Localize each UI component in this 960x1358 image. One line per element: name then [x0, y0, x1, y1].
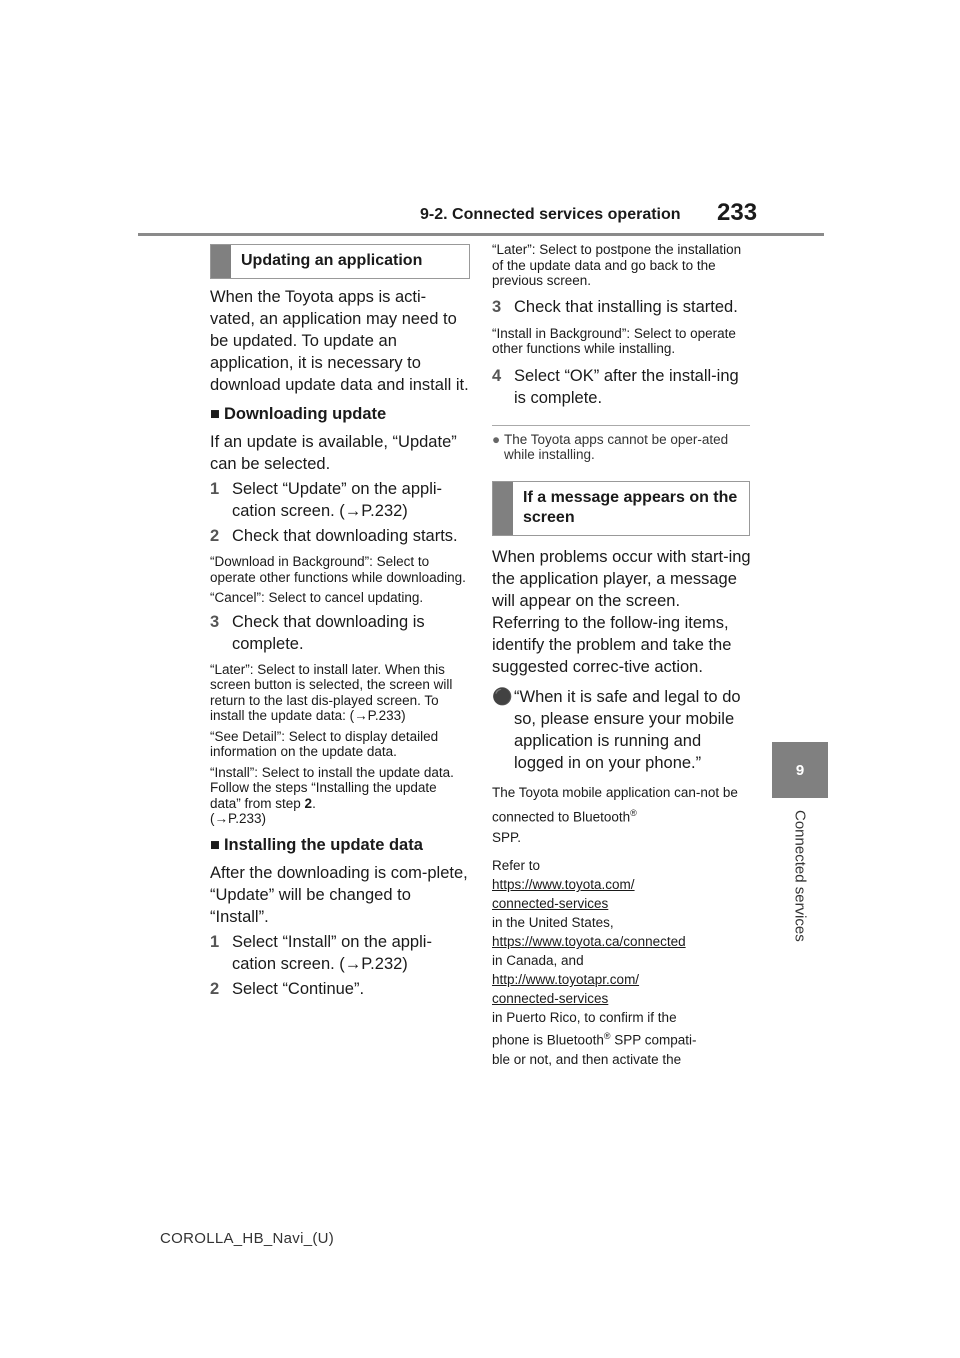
step-2	[210, 525, 470, 547]
section-heading-updating	[210, 244, 470, 279]
refer-text: Refer to	[492, 858, 541, 873]
intro-paragraph: When the Toyota apps is acti-vated, an application may need to be updated. To update an application, it is necessary to download update data and install it.	[210, 288, 469, 394]
dot-bullet-icon: ●	[492, 431, 501, 447]
last-line-text: ble or not, and then activate the	[492, 1051, 682, 1067]
note-install	[210, 765, 470, 827]
square-bullet-icon: ■	[210, 835, 220, 854]
in-us-text: in the United States,	[492, 915, 614, 930]
step-text: Check that downloading starts.	[232, 527, 458, 545]
mobile-note-spp: SPP.	[492, 830, 522, 845]
step-text: Select “Install” on the appli-cation screen. (→P.232)	[232, 932, 432, 973]
refer-block	[492, 856, 752, 1069]
registered-mark: ®	[603, 1031, 611, 1041]
phone-text-b: SPP compati-	[610, 1032, 697, 1048]
chapter-number: 9	[795, 761, 805, 779]
subheading-text: Installing the update data	[223, 835, 423, 854]
chapter-tab	[772, 742, 828, 798]
note-install-period: .	[312, 795, 316, 811]
heading-bar	[493, 482, 513, 535]
note-later: “Later”: Select to install later. When this screen button is selected, the screen will return to the last dis-played screen. To install the update data: (→P.233)	[210, 661, 453, 723]
note-install-ref: (→P.233)	[210, 811, 267, 826]
note-cannot-operate	[492, 432, 752, 463]
step-text: Select “OK” after the install-ing is complete.	[514, 366, 739, 407]
step-number: 1	[210, 932, 220, 951]
step-text: Select “Update” on the appli-cation screen. (→P.232)	[232, 480, 443, 520]
phone-text: phone is Bluetooth	[492, 1032, 604, 1048]
header-rule	[138, 233, 824, 236]
problems-paragraph: When problems occur with start-ing the application player, a message will appear on the screen. Referring to the follow-ing items, identify the problem and take the suggested correc-tive action.	[492, 547, 751, 676]
step-number: 3	[210, 612, 220, 631]
step-number: 4	[492, 366, 502, 385]
downloading-paragraph: If an update is available, “Update” can be selected.	[210, 433, 457, 473]
note-download-background: “Download in Background”: Select to operate other functions while downloading.	[210, 554, 466, 585]
note-later-postpone: “Later”: Select to postpone the installation of the update data and go back to the previous screen.	[492, 242, 742, 288]
note-cancel: “Cancel”: Select to cancel updating.	[210, 590, 424, 605]
chapter-label	[772, 810, 828, 970]
note-install-step: 2	[304, 795, 313, 811]
step-3-install	[492, 296, 752, 318]
square-bullet-icon: ■	[210, 405, 220, 423]
link-us-line1[interactable]: https://www.toyota.com/	[492, 877, 635, 892]
link-pr-line1[interactable]: http://www.toyotapr.com/	[492, 972, 640, 987]
note-install-text: “Install”: Select to install the update data. Follow the steps “Installing the update data” from step	[210, 764, 454, 811]
registered-mark: ®	[630, 807, 637, 818]
in-canada-text: in Canada, and	[492, 953, 584, 968]
install-step-2	[210, 978, 470, 1000]
installing-paragraph: After the downloading is com-plete, “Update” will be changed to “Install”.	[210, 863, 468, 926]
subheading-downloading	[210, 403, 470, 425]
note-see-detail: “See Detail”: Select to display detailed information on the update data.	[210, 728, 439, 759]
message-bullet	[492, 686, 752, 774]
mobile-note-text: The Toyota mobile application can-not be connected to Bluetooth	[492, 784, 738, 824]
mobile-app-note	[492, 782, 752, 849]
right-column	[492, 242, 752, 1069]
step-number: 3	[492, 297, 502, 316]
left-column	[210, 244, 470, 1000]
subheading-text: Downloading update	[223, 405, 387, 423]
step-number: 2	[210, 979, 220, 998]
install-step-1	[210, 931, 470, 975]
link-canada[interactable]: https://www.toyota.ca/connected	[492, 934, 686, 949]
link-us-line2[interactable]: connected-services	[492, 896, 609, 911]
step-1	[210, 478, 470, 522]
step-text: Check that installing is started.	[514, 297, 738, 316]
section-heading-message	[492, 481, 750, 536]
footer-model: COROLLA_HB_Navi_(U)	[160, 1230, 335, 1247]
step-4	[492, 365, 752, 409]
note-divider	[492, 425, 750, 426]
section-title: 9-2. Connected services operation	[420, 206, 681, 223]
step-text: Select “Continue”.	[232, 979, 365, 998]
note-install-background: “Install in Background”: Select to operate other functions while installing.	[492, 325, 736, 356]
heading-text: Updating an application	[241, 252, 423, 269]
heading-text: If a message appears on the screen	[523, 488, 738, 526]
step-text: Check that downloading is complete.	[232, 612, 425, 653]
note-text: The Toyota apps cannot be oper-ated while installing.	[504, 431, 729, 462]
message-text: “When it is safe and legal to do so, please ensure your mobile application is running and logged in on your phone.”	[514, 687, 741, 772]
in-pr-text: in Puerto Rico, to confirm if the	[492, 1010, 677, 1025]
circle-bullet-icon: ⚫	[492, 687, 513, 706]
subheading-installing	[210, 834, 470, 856]
step-number: 2	[210, 527, 220, 545]
heading-bar	[211, 245, 231, 278]
link-pr-line2[interactable]: connected-services	[492, 991, 609, 1006]
step-number: 1	[210, 480, 220, 498]
step-3	[210, 611, 470, 655]
page-number: 233	[717, 199, 758, 226]
chapter-label-text: Connected services	[791, 810, 809, 942]
